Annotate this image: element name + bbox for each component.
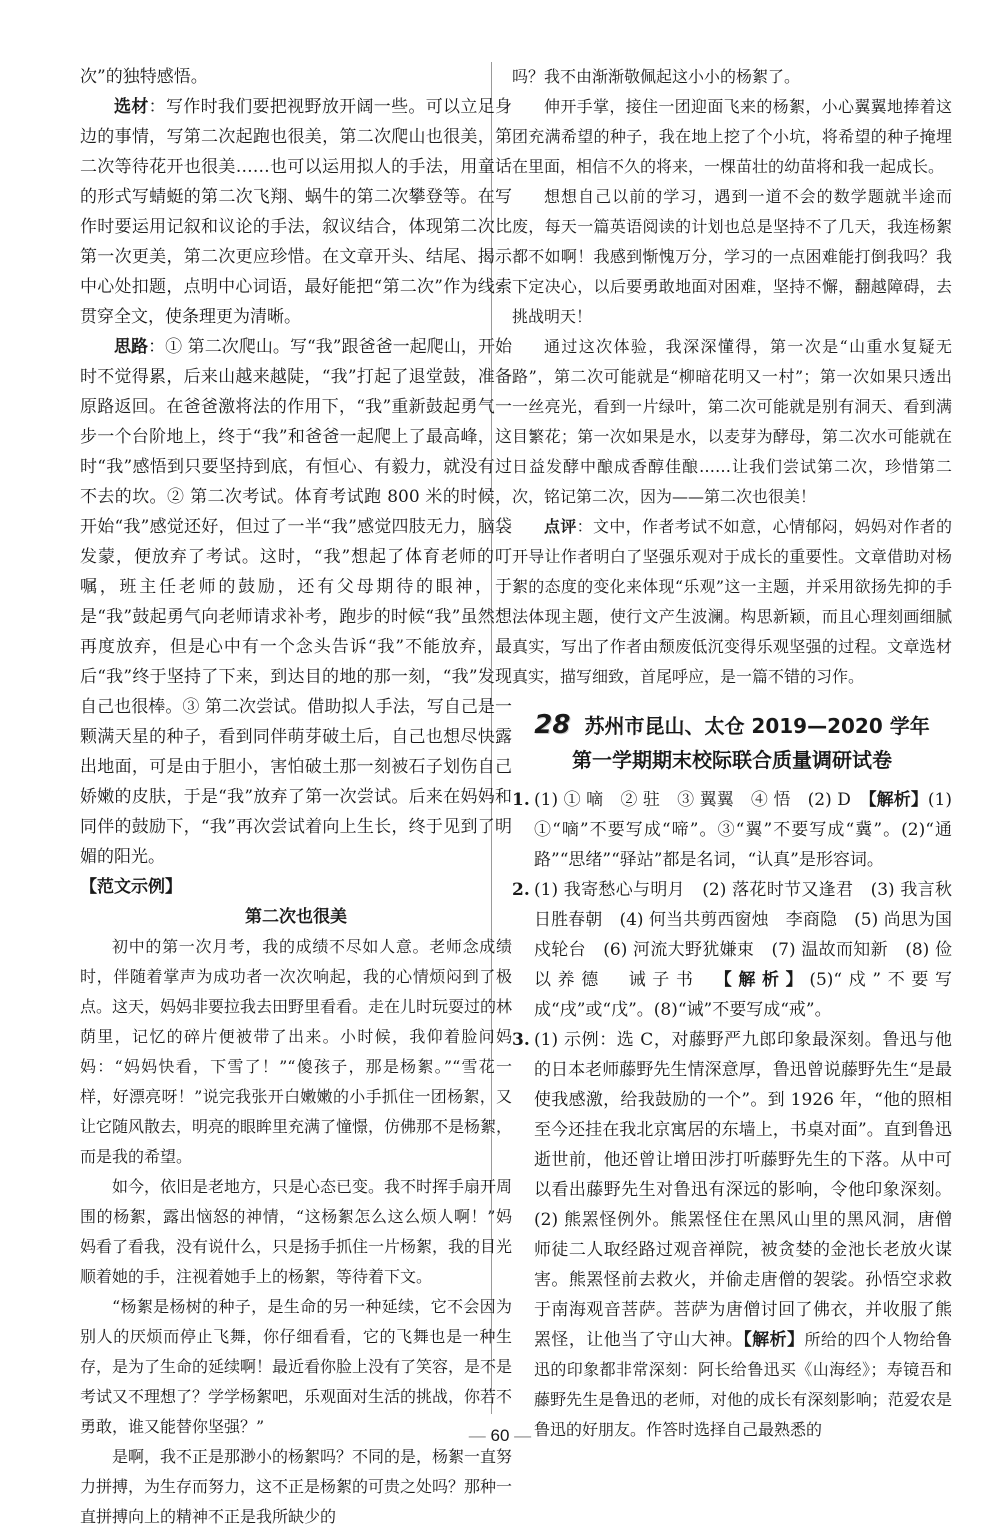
essay-paragraph: “杨絮是杨树的种子，是生命的另一种延续，它不会因为别人的厌烦而停止飞舞，你仔细看看，它的飞舞也是一种生存，是为了生命的延续啊！最近看你脸上没有了笑容，是不是考试又不理想了？学学杨絮吧，乐观面对生活的挑战，你若不勇敢，谁又能替你坚强？”	[80, 1297, 513, 1436]
section-title-line-1: 苏州市昆山、太仓 2019—2020 学年	[584, 714, 930, 738]
paragraph: 次”的独特感悟。	[80, 67, 208, 87]
essay-paragraph: 是啊，我不正是那渺小的杨絮吗？不同的是，杨絮一直努力拼搏，为生存而努力，这不正是杨絮的可贵之处吗？那种一直拼搏向上的精神不正是我所缺少的	[80, 1447, 513, 1526]
answer-number: 3.	[512, 1030, 530, 1050]
answer-item	[512, 875, 952, 1025]
essay-paragraph: 如今，依旧是老地方，只是心态已变。我不时挥手扇开周围的杨絮，露出恼怒的神情，“这杨絮怎么这么烦人啊！”妈妈看了看我，没有说什么，只是扬手抓住一片杨絮，我的目光顺着她的手，注视着她手上的杨絮，等待着下文。	[80, 1177, 513, 1286]
analysis-body: (5)“戍”不要写成“戌”或“戊”。(8)“诫”不要写成“戒”。	[534, 970, 953, 1020]
analysis-tag: 【解析】	[868, 790, 928, 810]
sample-heading: 【范文示例】	[80, 877, 182, 897]
section-number: 28	[534, 710, 571, 740]
paragraph-text: ：写作时我们要把视野放开阔一些。可以立足身边的事情，写第二次起跑也很美，第二次爬山也很美，第二次等待花开也很美……也可以运用拟人的手法，用童话的形式写蜻蜓的第二次飞翔、蜗牛的第二次攀登等。在写作时要运用记叙和议论的手法，叙议结合，体现第二次比第一次更美，第二次更应珍惜。在文章开头、结尾、揭示中心处扣题，点明中心词语，最好能把“第二次”作为线索贯穿全文，使条理更为清晰。	[80, 97, 513, 327]
section-title-line-2: 第一学期期末校际联合质量调研试卷	[572, 748, 892, 772]
analysis-tag: 【解析】	[743, 1330, 805, 1350]
answer-text	[534, 785, 952, 875]
paragraph-text: ：① 第二次爬山。写“我”跟爸爸一起爬山，开始时不觉得累，后来山越来越陡，“我”打起了退堂鼓，准备原路返回。在爸爸激将法的作用下，“我”重新鼓起勇气一步一个台阶地上，终于“我”和爸爸一起爬上了最高峰，这时“我”感悟到只要坚持到底，有恒心、有毅力，就没有过不去的坎。② 第二次考试。体育考试跑 800 米的时候，开始“我”感觉还好，但过了一半“我”感觉四肢无力，脑袋发蒙，便放弃了考试。这时，“我”想起了体育老师的叮嘱，班主任老师的鼓励，还有父母期待的眼神，于是“我”鼓起勇气向老师请求补考，跑步的时候“我”虽然想再度放弃，但是心中有一个念头告诉“我”不能放弃，最后“我”终于坚持了下来，到达目的地的那一刻，“我”发现自己也很棒。③ 第二次尝试。借助拟人手法，写自己是一颗满天星的种子，看到同伴萌芽破土后，自己也想尽快露出地面，可是由于胆小，害怕破土那一刻被石子划伤自己娇嫩的皮肤，于是“我”放弃了第一次尝试。后来在妈妈和同伴的鼓励下，“我”再次尝试着向上生长，终于见到了明媚的阳光。	[80, 337, 512, 867]
answer-text	[534, 875, 952, 1025]
paragraph-topic	[80, 92, 512, 332]
label-comment: 点评	[544, 517, 577, 536]
essay-paragraph: 吗？我不由渐渐敬佩起这小小的杨絮了。	[512, 67, 801, 86]
answer-number: 1.	[512, 790, 530, 810]
page-number	[0, 1426, 1000, 1446]
answer-body: (1) 我寄愁心与明月 (2) 落花时节又逢君 (3) 我言秋日胜春朝 (4) 何当共剪西窗烛 李商隐 (5) 尚思为国戍轮台 (6) 河流大野犹嫌束 (7) 温故而知新 (8) 俭以养德 诫子书	[534, 880, 952, 990]
comment-paragraph	[512, 512, 952, 692]
answer-body: (1) ① 嘀 ② 驻 ③ 翼翼 ④ 悟 (2) D	[534, 790, 869, 810]
right-column	[512, 62, 952, 1445]
answer-body: (1) 示例：选 C，对藤野严九郎印象最深刻。鲁迅与他的日本老师藤野先生情深意厚，鲁迅曾说藤野先生“是最使我感激，给我鼓励的一个”。到 1926 年，“他的照相至今还挂在我北京寓居的东墙上，书桌对面”。直到鲁迅逝世前，他还曾让增田涉打听藤野先生的下落。从中可以看出藤野先生对鲁迅有深远的影响，令他印象深刻。(2) 熊罴怪例外。熊罴怪住在黑风山里的黑风洞，唐僧师徒二人取经路过观音禅院，被贪婪的金池长老放火谋害。熊罴怪前去救火，并偷走唐僧的袈裟。孙悟空求救于南海观音菩萨。菩萨为唐僧讨回了佛衣，并收服了熊罴怪，让他当了守山大神。	[534, 1030, 952, 1350]
answer-item	[512, 1025, 952, 1445]
essay-title: 第二次也很美	[245, 907, 347, 927]
answer-number: 2.	[512, 880, 530, 900]
label-material: 选材	[114, 97, 149, 117]
essay-paragraph: 想想自己以前的学习，遇到一道不会的数学题就半途而废，每天一篇英语阅读的计划也总是坚持不了几天，我连杨絮都不如啊！我感到惭愧万分，学习的一点困难能打倒我吗？我下定决心，以后要勇敢地面对困难，坚持不懈，翻越障碍，去挑战明天！	[512, 187, 952, 326]
left-column	[80, 62, 512, 1532]
essay-paragraph: 伸开手掌，接住一团迎面飞来的杨絮，小心翼翼地捧着这团充满希望的种子，我在地上挖了个小坑，将希望的种子掩埋在里面，相信不久的将来，一棵苗壮的幼苗将和我一起成长。	[512, 97, 952, 176]
section-title	[512, 708, 952, 777]
comment-text: ：文中，作者考试不如意，心情郁闷，妈妈对作者的开导让作者明白了坚强乐观对于成长的重要性。文章借助对杨絮的态度的变化来体现“乐观”这一主题，并采用欲扬先抑的手法体现主题，使行文产生波澜。构思新颖，而且心理刻画细腻真实，写出了作者由颓废低沉变得乐观坚强的过程。文章选材真实，描写细致，首尾呼应，是一篇不错的习作。	[512, 517, 952, 686]
analysis-tag: 【解析】	[723, 970, 810, 990]
label-approach: 思路	[114, 337, 149, 357]
page-number-text: — 60 —	[469, 1426, 531, 1445]
analysis-body: (1) ①“嘀”不要写成“啼”。③“翼”不要写成“冀”。(2)“通路”“思绪”“驿站”都是名词，“认真”是形容词。	[534, 790, 953, 870]
essay-paragraph: 通过这次体验，我深深懂得，第一次是“山重水复疑无路”，第二次可能就是“柳暗花明又一村”；第一次如果只透出一丝亮光，看到一片绿叶，第二次可能就是别有洞天、看到满目繁花；第一次如果是水，以麦芽为酵母，第二次水可能就在日益发酵中酿成香醇佳酿……让我们尝试第二次，珍惜第二次，铭记第二次，因为——第二次也很美！	[512, 337, 952, 506]
analysis-body: 所给的四个人物给鲁迅的印象都非常深刻：阿长给鲁迅买《山海经》；寿镜吾和藤野先生是鲁迅的老师，对他的成长有深刻影响；范爱农是鲁迅的好朋友。作答时选择自己最熟悉的	[534, 1330, 952, 1439]
answer-item	[512, 785, 952, 875]
answer-text	[534, 1025, 952, 1445]
essay-paragraph: 初中的第一次月考，我的成绩不尽如人意。老师念成绩时，伴随着掌声为成功者一次次响起，我的心情烦闷到了极点。这天，妈妈非要拉我去田野里看看。走在儿时玩耍过的林荫里，记忆的碎片便被带了出来。小时候，我仰着脸问妈妈：“妈妈快看，下雪了！”“傻孩子，那是杨絮。”“雪花一样，好漂亮呀！”说完我张开白嫩嫩的小手抓住一团杨絮，又让它随风散去，明亮的眼眸里充满了憧憬，仿佛那不是杨絮，而是我的希望。	[80, 937, 513, 1166]
paragraph-approach	[80, 332, 512, 872]
